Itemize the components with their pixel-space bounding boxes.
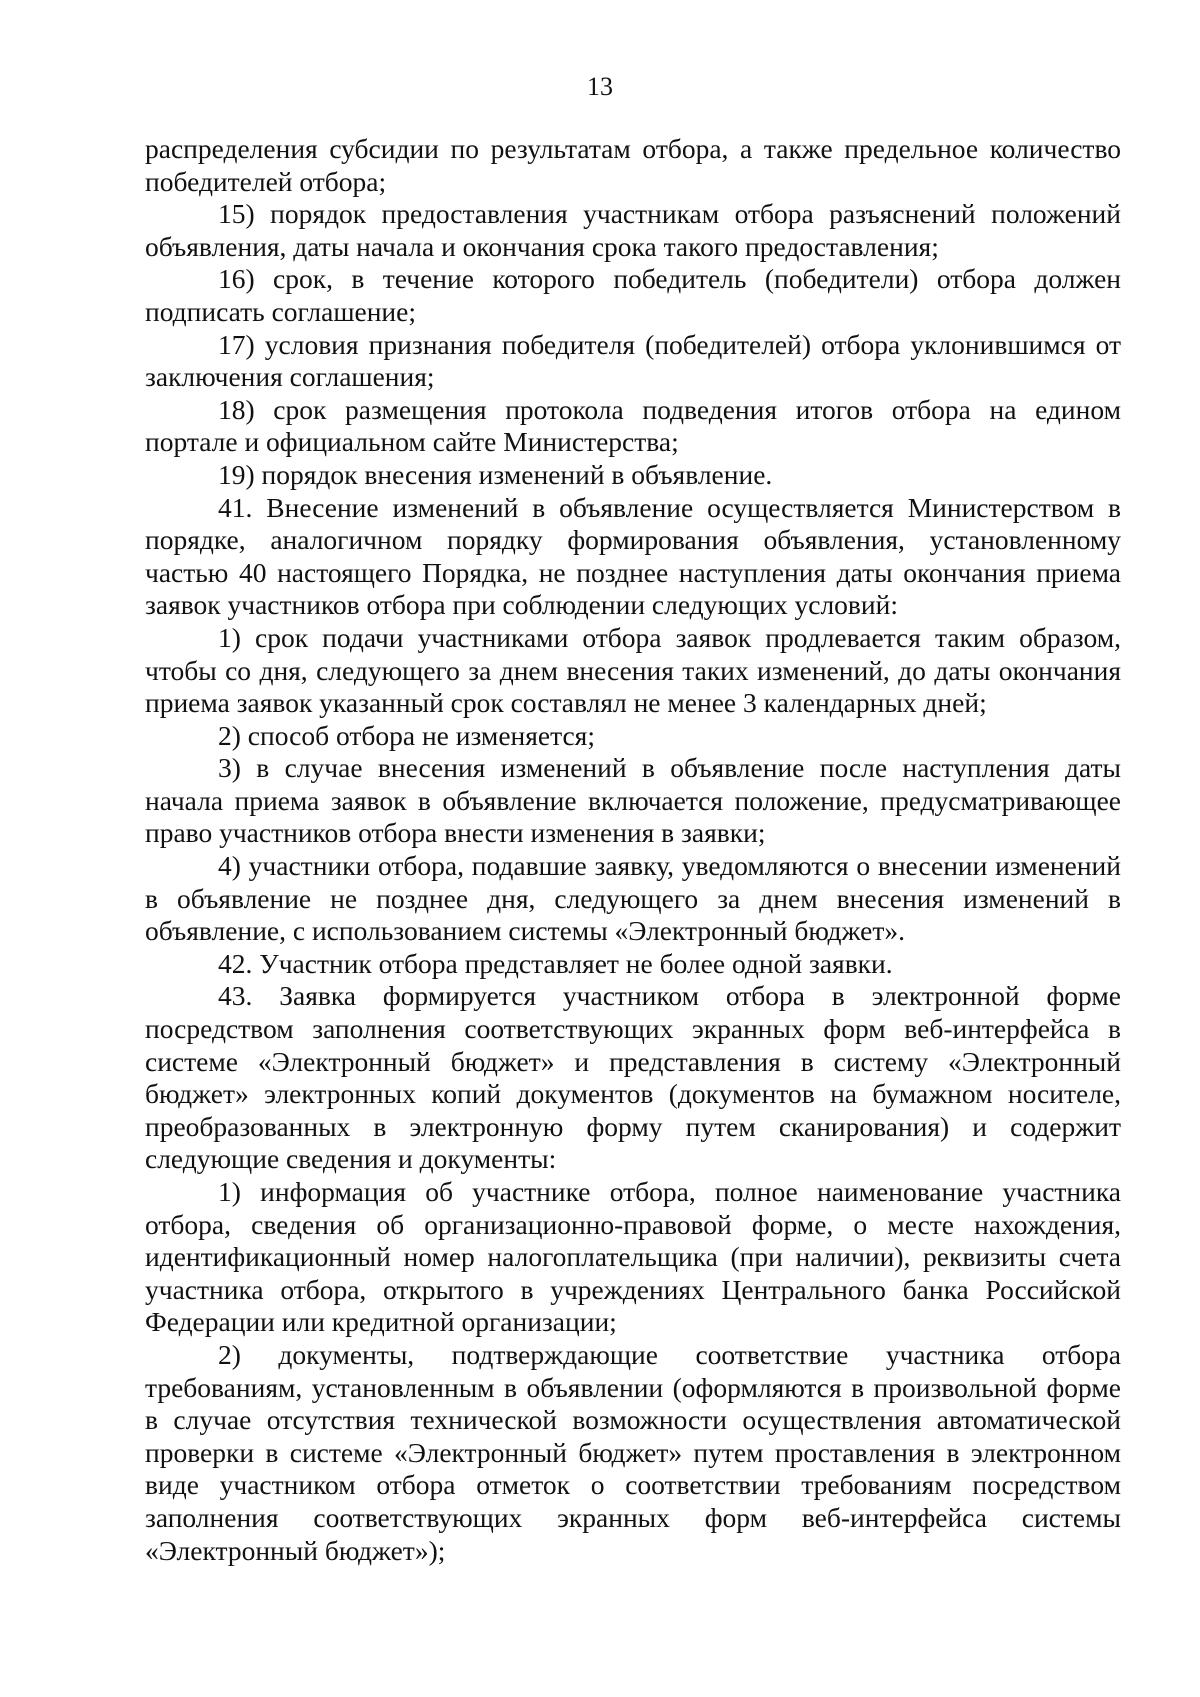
- paragraph-clause-42: 42. Участник отбора представляет не более одной заявки.: [218, 947, 893, 979]
- paragraph-clause-43-item-2: 2) документы, подтверждающие соответствие участника отбора требованиям, установленным в объявлении (оформляются в произвольной форме в случае отсутствия технической возможности осуществления автоматической проверки в системе «Электронный бюджет» путем проставления в электронном виде участником отбора отметок о соответствии требованиям посредством заполнения соответствующих экранных форм веб-интерфейса системы «Электронный бюджет»);: [145, 1338, 1121, 1566]
- paragraph-clause-43-item-1: 1) информация об участнике отбора, полное наименование участника отбора, сведения об организационно-правовой форме, о месте нахождения, идентификационный номер налогоплательщика (при наличии), реквизиты счета участника отбора, открытого в учреждениях Центрального банка Российской Федерации или кредитной организации;: [145, 1176, 1121, 1338]
- paragraph-clause-41-item-2: 2) способ отбора не изменяется;: [218, 719, 595, 751]
- paragraph-item-15: 15) порядок предоставления участникам отбора разъяснений положений объявления, даты начала и окончания срока такого предоставления;: [145, 198, 1121, 262]
- paragraph-clause-41-item-1: 1) срок подачи участниками отбора заявок продлевается таким образом, чтобы со дня, следующего за днем внесения таких изменений, до даты окончания приема заявок указанный срок составлял не менее 3 календарных дней;: [145, 621, 1121, 719]
- paragraph-item-16: 16) срок, в течение которого победитель (победители) отбора должен подписать соглашение;: [145, 263, 1121, 327]
- paragraph-item-18: 18) срок размещения протокола подведения итогов отбора на едином портале и официальном сайте Министерства;: [145, 393, 1121, 458]
- paragraph-item-17: 17) условия признания победителя (победителей) отбора уклонившимся от заключения соглашения;: [145, 328, 1121, 393]
- paragraph-clause-43: 43. Заявка формируется участником отбора в электронной форме посредством заполнения соответствующих экранных форм веб-интерфейса в системе «Электронный бюджет» и представления в систему «Электронный бюджет» электронных копий документов (документов на бумажном носителе, преобразованных в электронную форму путем сканирования) и содержит следующие сведения и документы:: [145, 980, 1121, 1175]
- paragraph-clause-41-item-3: 3) в случае внесения изменений в объявление после наступления даты начала приема заявок в объявление включается положение, предусматривающее право участников отбора внести изменения в заявки;: [145, 752, 1121, 849]
- paragraph-clause-41-item-4: 4) участники отбора, подавшие заявку, уведомляются о внесении изменений в объявление не позднее дня, следующего за днем внесения изменений в объявление, с использованием системы «Электронный бюджет».: [145, 850, 1121, 947]
- paragraph-continuation: распределения субсидии по результатам отбора, а также предельное количество победителей отбора;: [145, 133, 1121, 197]
- paragraph-clause-41: 41. Внесение изменений в объявление осуществляется Министерством в порядке, аналогичном порядку формирования объявления, установленному частью 40 настоящего Порядка, не позднее наступления даты окончания приема заявок участников отбора при соблюдении следующих условий:: [145, 491, 1121, 621]
- paragraph-item-19: 19) порядок внесения изменений в объявление.: [218, 458, 773, 490]
- document-body: [145, 133, 1121, 1567]
- page-number: 13: [587, 72, 613, 101]
